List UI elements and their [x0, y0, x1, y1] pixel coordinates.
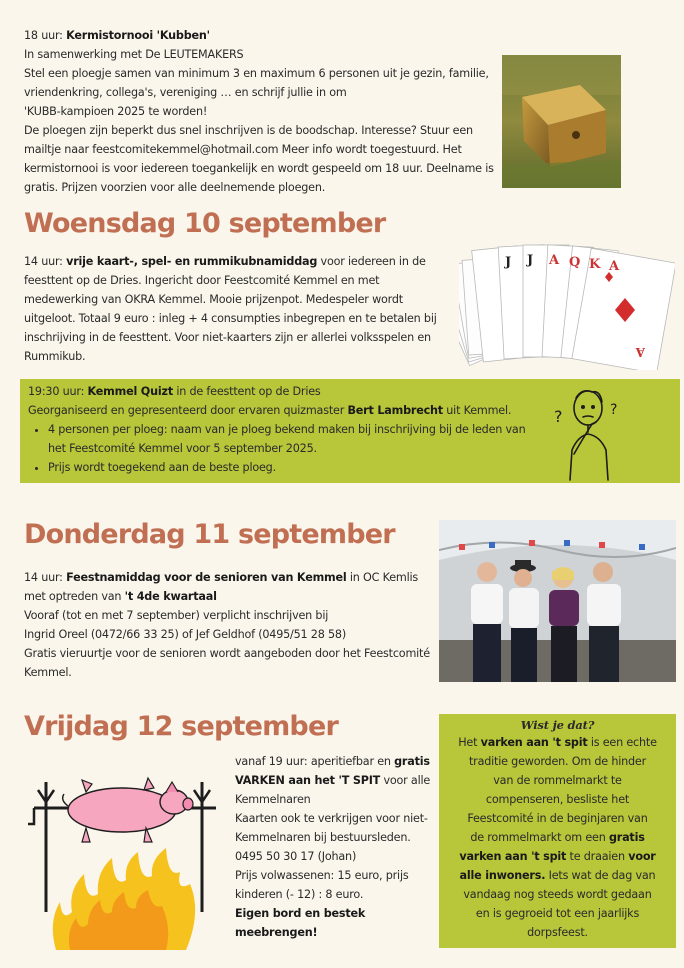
wist-text: en is gegroeid tot een jaarlijks [475, 907, 640, 920]
woensdag-kaart-section [24, 252, 444, 366]
kubb-photo [502, 55, 621, 188]
kubb-text: 'KUBB-kampioen 2025 te worden! [24, 105, 208, 118]
kubb-email-text: mailtje naar feestcomitekemmel@hotmail.com Meer info wordt toegestuurd. Het [24, 143, 462, 156]
donderdag-section [24, 568, 434, 682]
kubb-time: 18 uur: [24, 29, 67, 42]
woensdag-text: inschrijving in de feesttent. Voor niet-kaarters zijn er allerlei volksspelen en [24, 331, 431, 344]
quiz-location: in de feesttent op de Dries [172, 385, 321, 398]
band-name: 't 4de kwartaal [124, 590, 217, 603]
wist-bold: varken aan 't spit [480, 736, 588, 749]
wist-je-dat-title: Wist je dat? [520, 718, 595, 732]
woensdag-text: feesttent op de Dries. Ingericht door Feestcomité Kemmel en met [24, 274, 380, 287]
quiz-title: Kemmel Quizt [87, 385, 173, 398]
wist-text: compenseren, besliste het [485, 793, 630, 806]
wist-text: Iets wat de dag van [545, 869, 656, 882]
vrijdag-price: kinderen (- 12) : 8 euro. [235, 888, 364, 901]
woensdag-time: 14 uur: [24, 255, 67, 268]
woensdag-text: voor iedereen in de [317, 255, 426, 268]
svg-text:?: ? [610, 402, 618, 418]
wist-text: is een echte [587, 736, 657, 749]
vrijdag-price: Prijs volwassenen: 15 euro, prijs [235, 869, 409, 882]
woensdag-title: vrije kaart-, spel- en rummikubnamiddag [66, 255, 318, 268]
svg-text:A: A [549, 253, 560, 268]
kubb-text: Stel een ploegje samen van minimum 3 en maximum 6 personen uit je gezin, familie, [24, 67, 489, 80]
svg-text:A: A [635, 345, 645, 359]
donderdag-time: 14 uur: [24, 571, 67, 584]
quiz-bullet-text: het Feestcomité Kemmel voor 5 september 2025. [48, 442, 317, 455]
donderdag-text: Vooraf (tot en met 7 september) verplicht inschrijven bij [24, 609, 329, 622]
kubb-text: vriendenkring, collega's, vereniging … en schrijf jullie in om [24, 86, 347, 99]
quiz-bullets [28, 420, 548, 477]
kubb-section [24, 26, 494, 197]
playing-cards-photo [459, 240, 675, 370]
thinking-man-icon [548, 380, 628, 482]
heading-donderdag: Donderdag 11 september [24, 519, 395, 550]
kubb-text: De ploegen zijn beperkt dus snel inschrijven is de boodschap. Interesse? Stuur een [24, 124, 473, 137]
wist-text: van de rommelmarkt te [493, 774, 622, 787]
wist-text: Het [458, 736, 481, 749]
svg-text:A: A [609, 259, 620, 274]
heading-woensdag: Woensdag 10 september [24, 208, 386, 239]
wist-text: dorpsfeest. [527, 926, 588, 939]
pig-on-spit-icon [26, 762, 222, 952]
quiz-bullet [48, 458, 548, 477]
donderdag-text: Kemmel. [24, 666, 72, 679]
svg-text:J: J [505, 255, 512, 270]
quiz-bullet-text: Prijs wordt toegekend aan de beste ploeg. [48, 461, 276, 474]
vrijdag-text: voor alle [380, 774, 431, 787]
vrijdag-section [235, 752, 435, 942]
donderdag-text: met optreden van [24, 590, 125, 603]
wist-bold: alle inwoners. [459, 869, 546, 882]
wist-bold: gratis [608, 831, 645, 844]
kubb-text: kermistornooi is voor iedereen toegankelijk en wordt gespeeld om 18 uur. Deelname is [24, 162, 494, 175]
woensdag-text: uitgeloot. Totaal 9 euro : inleg + 4 consumpties inbegrepen en te betalen bij [24, 312, 437, 325]
donderdag-contacts: Ingrid Oreel (0472/66 33 25) of Jef Geldhof (0495/51 28 58) [24, 628, 346, 641]
kubb-text: gratis. Prijzen voorzien voor alle deelnemende ploegen. [24, 181, 326, 194]
vrijdag-bold: gratis [394, 755, 430, 768]
quiz-text: uit Kemmel. [442, 404, 512, 417]
donderdag-text: Gratis vieruurtje voor de senioren wordt aangeboden door het Feestcomité [24, 647, 430, 660]
vrijdag-note: Eigen bord en bestek meebrengen! [235, 907, 366, 939]
quiz-time: 19:30 uur: [28, 385, 88, 398]
wist-text: vandaag nog steeds wordt gedaan [463, 888, 652, 901]
svg-text:?: ? [554, 407, 563, 426]
woensdag-text: medewerking van OKRA Kemmel. Mooie prijzenpot. Medespeler wordt [24, 293, 403, 306]
vrijdag-text: Kaarten ook te verkrijgen voor niet- [235, 812, 428, 825]
svg-text:K: K [589, 257, 601, 272]
quiz-bullet [48, 420, 548, 458]
svg-text:J: J [527, 253, 534, 268]
band-photo [439, 520, 676, 682]
wist-bold: varken aan 't spit [459, 850, 567, 863]
wist-text: te draaien [566, 850, 629, 863]
wist-je-dat-content [439, 717, 676, 942]
vrijdag-title: VARKEN aan het 'T SPIT [235, 774, 381, 787]
wist-text: Feestcomité in de beginjaren van [467, 812, 648, 825]
kubb-partner: In samenwerking met De LEUTEMAKERS [24, 48, 244, 61]
donderdag-location: in OC Kemlis [346, 571, 419, 584]
donderdag-title: Feestnamiddag voor de senioren van Kemmel [66, 571, 347, 584]
woensdag-text: Rummikub. [24, 350, 86, 363]
svg-text:Q: Q [569, 255, 581, 270]
vrijdag-text: Kemmelnaren [235, 793, 311, 806]
wist-text: traditie geworden. Om de hinder [468, 755, 647, 768]
quiz-text: Georganiseerd en gepresenteerd door ervaren quizmaster [28, 404, 348, 417]
vrijdag-phone: 0495 50 30 17 (Johan) [235, 850, 357, 863]
vrijdag-text: Kemmelnaren bij bestuursleden. [235, 831, 411, 844]
wist-bold: voor [628, 850, 656, 863]
wist-text: de rommelmarkt om een [470, 831, 609, 844]
quiz-bullet-text: 4 personen per ploeg: naam van je ploeg bekend maken bij inschrijving bij de leden van [48, 423, 526, 436]
heading-vrijdag: Vrijdag 12 september [24, 711, 338, 742]
quiz-section [28, 382, 548, 477]
vrijdag-text: vanaf 19 uur: aperitiefbar en [235, 755, 395, 768]
quizmaster-name: Bert Lambrecht [347, 404, 443, 417]
kubb-title: Kermistornooi 'Kubben' [66, 29, 210, 42]
